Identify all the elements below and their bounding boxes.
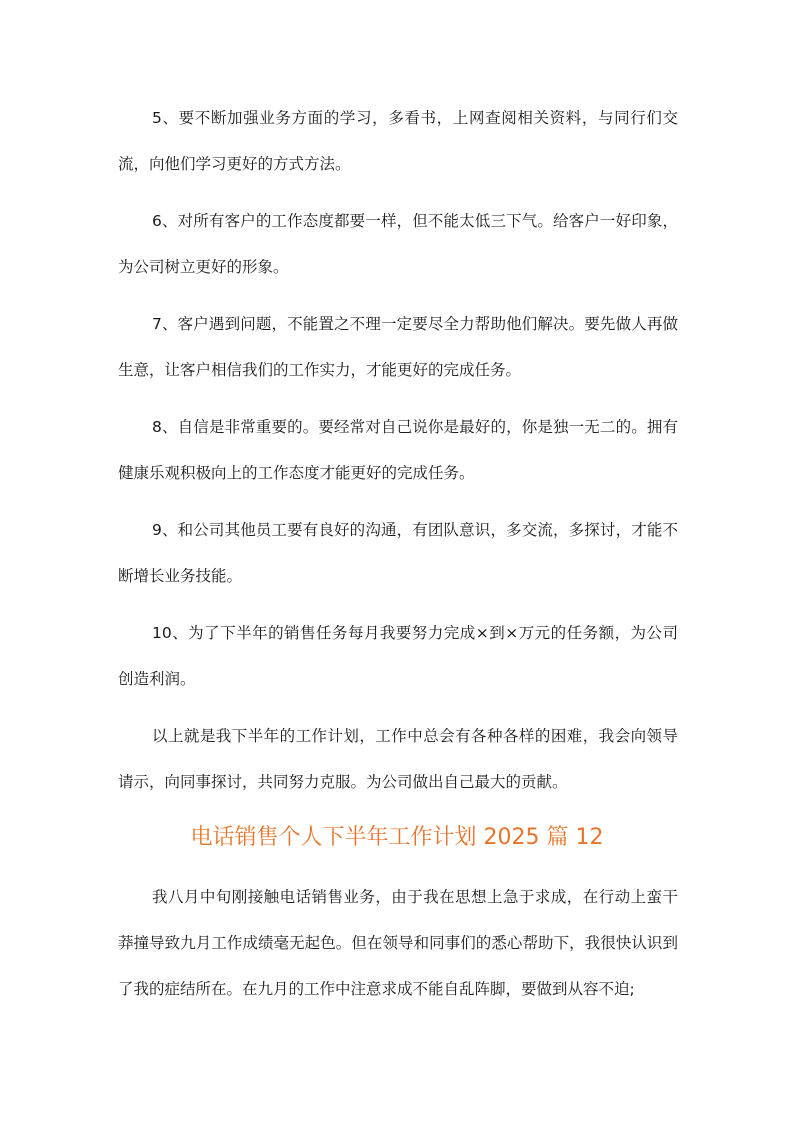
paragraph-item-10: 10、为了下半年的销售任务每月我要努力完成×到×万元的任务额，为公司创造利润。 [118, 624, 678, 688]
paragraph-conclusion: 以上就是我下半年的工作计划，工作中总会有各种各样的困难，我会向领导请示，向同事探讨，共同努力克服。为公司做出自己最大的贡献。 [118, 727, 678, 791]
paragraph-item-7: 7、客户遇到问题，不能置之不理一定要尽全力帮助他们解决。要先做人再做生意，让客户相信我们的工作实力，才能更好的完成任务。 [118, 315, 678, 379]
paragraph-item-9: 9、和公司其他员工要有良好的沟通，有团队意识，多交流，多探讨，才能不断增长业务技能。 [118, 521, 678, 585]
paragraph-item-6: 6、对所有客户的工作态度都要一样，但不能太低三下气。给客户一好印象，为公司树立更好的形象。 [118, 212, 678, 276]
section-paragraph: 我八月中旬刚接触电话销售业务，由于我在思想上急于求成，在行动上蛮干莽撞导致九月工作成绩毫无起色。但在领导和同事们的悉心帮助下，我很快认识到了我的症结所在。在九月的工作中注意求成不能自乱阵脚，要做到从容不迫; [118, 888, 678, 998]
paragraph-item-5: 5、要不断加强业务方面的学习，多看书，上网查阅相关资料，与同行们交流，向他们学习更好的方式方法。 [118, 109, 678, 173]
section-heading: 电话销售个人下半年工作计划 2025 篇 12 [190, 825, 604, 850]
paragraph-item-8: 8、自信是非常重要的。要经常对自己说你是最好的，你是独一无二的。拥有健康乐观积极向上的工作态度才能更好的完成任务。 [118, 418, 678, 482]
